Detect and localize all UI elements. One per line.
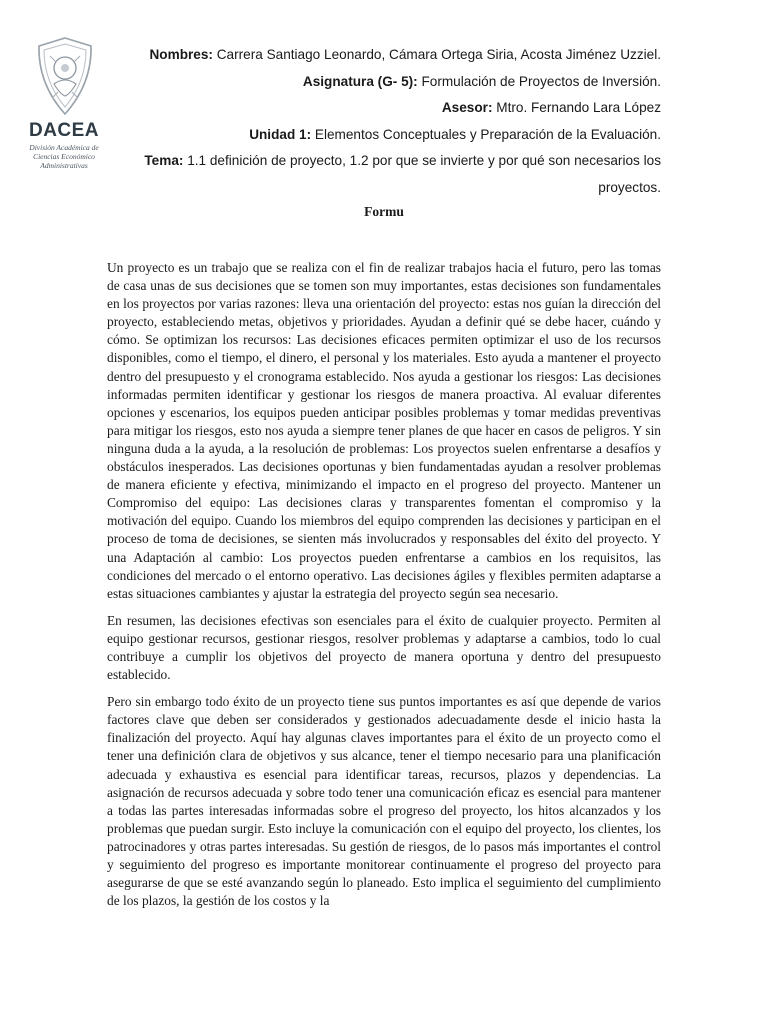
paragraph: Un proyecto es un trabajo que se realiza con el fin de realizar trabajos hacia el futuro, pero las tomas de casa unas de sus decisiones que se tomen son muy importantes, estas decisiones son fundamentales en los proyectos por varias razones: lleva una orientación del proyecto: estas nos guían la dirección del proyecto, estableciendo metas, objetivos y prioridades. Ayudan a definir qué se debe hacer, cuándo y cómo. Se optimizan los recursos: Las decisiones eficaces permiten optimizar el uso de los recursos disponibles, como el tiempo, el dinero, el personal y los materiales. Esto ayuda a mantener el proyecto dentro del presupuesto y el cronograma establecido. Nos ayuda a gestionar los riesgos: Las decisiones informadas permiten identificar y gestionar los riesgos de manera proactiva. Al evaluar diferentes opciones y escenarios, los equipos pueden anticipar posibles problemas y tomar medidas preventivas para mitigar los riesgos, esto nos ayuda a siempre tener planes de que hacer en casos de peligros. Y sin ninguna duda a la ayuda, a la resolución de problemas: Los proyectos suelen enfrentarse a desafíos y obstáculos inesperados. Las decisiones oportunas y bien fundamentadas ayudan a resolver problemas de manera eficiente y efectiva, minimizando el impacto en el progreso del proyecto. Mantener un Compromiso del equipo: Las decisiones claras y transparentes fomentan el compromiso y la motivación del equipo. Cuando los miembros del equipo comprenden las decisiones y participan en el proceso de toma de decisiones, se sienten más involucrados y responsables del éxito del proyecto. Y una Adaptación al cambio: Los proyectos pueden enfrentarse a cambios en los requisitos, las condiciones del mercado o el entorno operativo. Las decisiones ágiles y flexibles permiten adaptarse a estas situaciones cambiantes y ajustar la estrategia del proyecto según sea necesario. <box>107 260 661 601</box>
unidad-value: Elementos Conceptuales y Preparación de la Evaluación. <box>314 126 661 142</box>
page-title: Formu <box>364 204 404 219</box>
logo-name: DACEA <box>28 120 100 141</box>
asignatura-label: Asignatura (G- 5): <box>302 73 418 89</box>
document-header <box>128 42 661 201</box>
tema-value: 1.1 definición de proyecto, 1.2 por que se invierte y por qué son necesarios los proyectos. <box>187 153 661 195</box>
paragraph: Pero sin embargo todo éxito de un proyecto tiene sus puntos importantes es así que depende de varios factores clave que deben ser considerados y gestionados adecuadamente desde el inicio hasta la finalización del proyecto. Aquí hay algunas claves importantes para el éxito de un proyecto como el tener una definición clara de objetivos y sus alcance, tener el tiempo necesario para una planificación adecuada y exhaustiva es esencial para identificar tareas, recursos, plazos y dependencias. La asignación de recursos adecuada y sobre todo tener una comunicación eficaz es esencial para mantener a todas las partes interesadas informadas sobre el progreso del proyecto, los hitos alcanzados y los problemas que puedan surgir. Esto incluye la comunicación con el equipo del proyecto, los clientes, los patrocinadores y otras partes interesadas. Su gestión de riesgos, de lo pasos más importantes el control y seguimiento del progreso es importante monitorear continuamente el progreso del proyecto para asegurarse de que se esté avanzando según lo planeado. Esto implica el seguimiento del cumplimiento de los plazos, la gestión de los costos y la <box>107 694 661 909</box>
asignatura-value: Formulación de Proyectos de Inversión. <box>421 73 661 89</box>
nombres-value: Carrera Santiago Leonardo, Cámara Ortega Siria, Acosta Jiménez Uzziel. <box>216 47 661 62</box>
paragraph: En resumen, las decisiones efectivas son esenciales para el éxito de cualquier proyecto. Permiten al equipo gestionar recursos, gestionar riesgos, resolver problemas y adaptarse a cambios, todo lo cual contribuye a cumplir los objetivos del proyecto de manera oportuna y dentro del presupuesto establecido. <box>107 612 661 683</box>
document-body <box>107 259 661 919</box>
nombres-label: Nombres: <box>149 47 213 62</box>
university-logo <box>22 36 110 170</box>
header-asesor <box>128 95 661 122</box>
tema-label: Tema: <box>144 153 184 168</box>
logo-subtitle: División Académica de Ciencias Económico Administrativas <box>29 143 99 170</box>
unidad-label: Unidad 1: <box>249 126 312 142</box>
header-tema <box>128 148 661 201</box>
header-asignatura <box>128 69 661 96</box>
university-seal-icon <box>34 36 96 116</box>
asesor-label: Asesor: <box>441 100 493 115</box>
header-nombres <box>128 42 661 69</box>
asesor-value: Mtro. Fernando Lara López <box>496 100 661 115</box>
header-unidad <box>128 122 661 149</box>
